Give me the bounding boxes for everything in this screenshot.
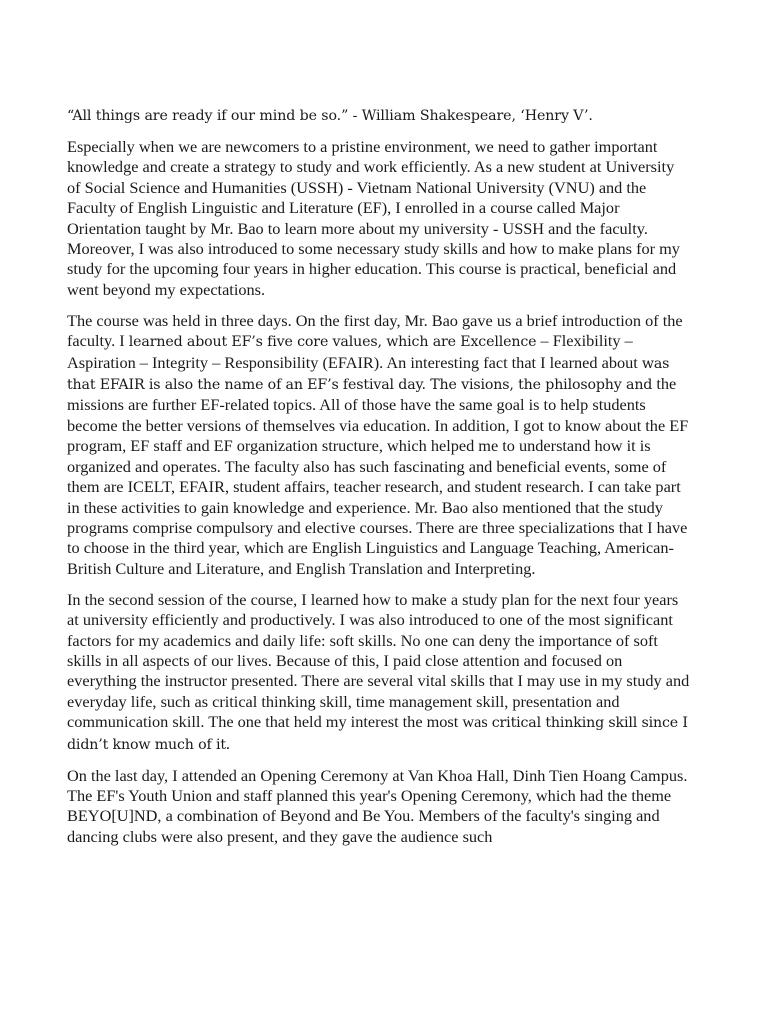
paragraph-first-day-text-2: – Flexibility – Aspiration – Integrity – Responsibility (EFAIR). An interesting fact that I learned about [67,331,642,372]
paragraph-last-day: On the last day, I attended an Opening Ceremony at Van Khoa Hall, Dinh Tien Hoang Campus. The EF's Youth Union and staff planned this year's Opening Ceremony, which had the theme BEYO[U]ND, a combination of Beyond and Be You. Members of the faculty's singing and dancing clubs were also present, and they gave the audience such [67,765,688,846]
paragraph-first-day-highlight-2: was that EFAIR is also the name of an EF’s festival day. The visions, the philosophy and [67,355,670,394]
paragraph-second-session [67,590,691,755]
paragraph-first-day-highlight-1: learned about EF’s five core values, which are Excellence [128,334,537,351]
paragraph-second-session-highlight: critical thinking skill since I didn’t know much of it [67,715,688,753]
paragraph-first-day-text-3: the missions are further EF-related topics. All of those have the same goal is to help students become the better versions of themselves via education. In addition, I got to know about the EF program, EF staff and EF organization structure, which helped me to understand how it is organized and operates. The faculty also has such fascinating and beneficial events, some of them are ICELT, EFAIR, student affairs, teacher research, and student research. I can take part in these activities to gain knowledge and experience. Mr. Bao also mentioned that the study programs comprise compulsory and elective courses. There are three specializations that I have to choose in the third year, which are English Linguistics and Language Teaching, American-British Culture and Literature, and English Translation and Interpreting. [67,374,689,578]
document-page [67,106,691,858]
opening-quote: “All things are ready if our mind be so.” - William Shakespeare, ‘Henry V’. [67,108,593,124]
paragraph-first-day-text-1: The course was held in three days. On the first day, Mr. Bao gave us a brief introduction of the faculty. I [67,310,683,351]
paragraph-introduction: Especially when we are newcomers to a pristine environment, we need to gather important knowledge and create a strategy to study and work efficiently. As a new student at University of Social Science and Humanities (USSH) - Vietnam National University (VNU) and the Faculty of English Linguistic and Literature (EF), I enrolled in a course called Major Orientation taught by Mr. Bao to learn more about my university - USSH and the faculty. Moreover, I was also introduced to some necessary study skills and how to make plans for my study for the upcoming four years in higher education. This course is practical, beneficial and went beyond my expectations. [67,137,680,299]
paragraph-second-session-text-1: In the second session of the course, I learned how to make a study plan for the next four years at university efficiently and productively. I was also introduced to one of the most significant factors for my academics and daily life: soft skills. No one can deny the importance of soft skills in all aspects of our lives. Because of this, I paid close attention and focused on everything the instructor presented. There are several vital skills that I may use in my study and everyday life, such as critical thinking skill, time management skill, presentation and communication skill. The one that held my interest the most was [67,589,690,732]
paragraph-second-session-text-2: . [225,733,230,753]
paragraph-first-day [67,311,691,579]
